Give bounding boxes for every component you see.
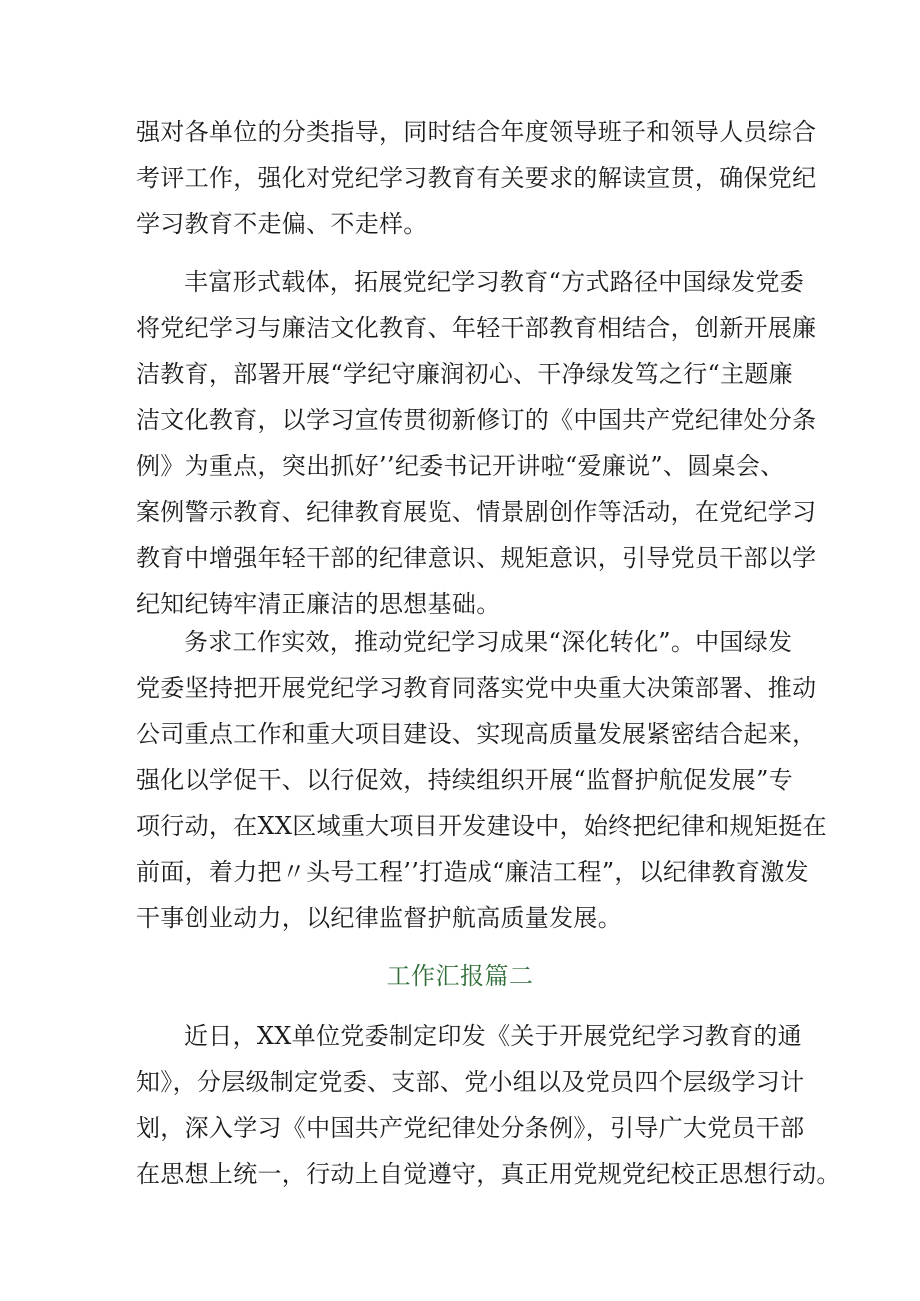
paragraph-line: 例》为重点，突出抓好’’纪委书记开讲啦“爱廉说”、圆桌会、 <box>136 452 785 480</box>
paragraph-4 <box>136 1013 841 1197</box>
paragraph-line: 丰富形式载体，拓展党纪学习教育“方式路径中国绿发党委 <box>184 268 805 296</box>
paragraph-line: 公司重点工作和重大项目建设、实现高质量发展紧密结合起来， <box>136 720 817 748</box>
paragraph-line: 洁教育，部署开展“学纪守廉润初心、干净绿发笃之行“主题廉 <box>136 360 793 388</box>
paragraph-line: 学习教育不走偏、不走样。 <box>136 210 428 238</box>
paragraph-line: 案例警示教育、纪律教育展览、情景剧创作等活动，在党纪学习 <box>136 498 817 526</box>
paragraph-line: 洁文化教育，以学习宣传贯彻新修订的《中国共产党纪律处分条 <box>136 406 817 434</box>
paragraph-1 <box>136 109 817 247</box>
paragraph-line: 强对各单位的分类指导，同时结合年度领导班子和领导人员综合 <box>136 118 817 146</box>
paragraph-line: 前面，着力把〃头号工程’’打造成“廉洁工程”，以纪律教育激发 <box>136 858 809 886</box>
paragraph-line: 划，深入学习《中国共产党纪律处分条例》，引导广大党员干部 <box>136 1114 805 1142</box>
paragraph-line: 强化以学促干、以行促效，持续组织开展“监督护航促发展”专 <box>136 766 793 794</box>
paragraph-line: 干事创业动力，以纪律监督护航高质量发展。 <box>136 904 622 932</box>
paragraph-line: 知》，分层级制定党委、支部、党小组以及党员四个层级学习计 <box>136 1068 805 1096</box>
paragraph-2 <box>136 259 817 627</box>
paragraph-line: 在思想上统一，行动上自觉遵守，真正用党规党纪校正思想行动。 <box>136 1160 841 1188</box>
section-heading: 工作汇报篇二 <box>386 962 534 990</box>
paragraph-line: 教育中增强年轻干部的纪律意识、规矩意识，引导党员干部以学 <box>136 544 817 572</box>
paragraph-line: 纪知纪铸牢清正廉洁的思想基础。 <box>136 590 501 618</box>
paragraph-3 <box>136 619 827 941</box>
paragraph-line: 党委坚持把开展党纪学习教育同落实党中央重大决策部署、推动 <box>136 674 817 702</box>
paragraph-line: 务求工作实效，推动党纪学习成果“深化转化”。中国绿发 <box>184 628 793 656</box>
paragraph-line: 考评工作，强化对党纪学习教育有关要求的解读宣贯，确保党纪 <box>136 164 817 192</box>
paragraph-line: 近日，XX单位党委制定印发《关于开展党纪学习教育的通 <box>184 1022 802 1050</box>
paragraph-line: 项行动，在XX区域重大项目开发建设中，始终把纪律和规矩挺在 <box>136 812 827 840</box>
paragraph-line: 将党纪学习与廉洁文化教育、年轻干部教育相结合，创新开展廉 <box>136 314 817 342</box>
